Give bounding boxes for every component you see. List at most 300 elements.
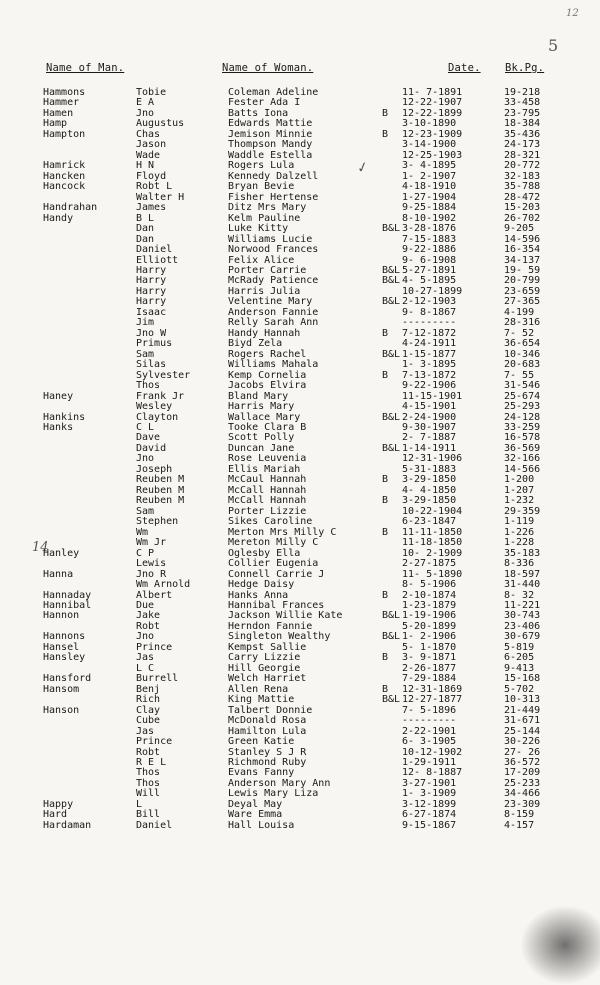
row-date: 8-10-1902	[402, 212, 457, 224]
row-woman-name: Coleman Adeline	[228, 87, 319, 98]
row-given-name: Sam	[136, 505, 155, 517]
row-record-type: B	[382, 589, 389, 601]
row-woman-name: Wallace Mary	[228, 411, 301, 423]
row-woman-name: Jemison Minnie	[228, 128, 313, 140]
row-surname: Hard	[43, 809, 68, 821]
row-woman-name: Welch Harriet	[228, 673, 307, 685]
row-woman-name: Edwards Mattie	[228, 118, 313, 130]
row-surname: Hancock	[43, 181, 86, 193]
row-woman-name: Anderson Fannie	[228, 306, 319, 318]
row-given-name: Jas	[136, 652, 155, 664]
row-surname: Hammer	[43, 97, 80, 109]
row-surname: Hansom	[43, 683, 80, 695]
row-record-type: B&L	[382, 296, 401, 308]
row-book-page: 10-346	[504, 348, 541, 360]
row-book-page: 34-137	[504, 254, 541, 266]
record-row	[0, 737, 600, 747]
row-woman-name: Sikes Caroline	[228, 516, 313, 528]
row-book-page: 31-546	[504, 380, 541, 392]
row-date: 9- 8-1867	[402, 306, 457, 318]
row-surname: Hansford	[43, 673, 92, 685]
row-given-name: H N	[136, 160, 155, 172]
row-woman-name: Rogers Lula	[228, 160, 295, 172]
row-date: 1- 2-1906	[402, 631, 457, 643]
row-book-page: 1-207	[504, 484, 535, 496]
row-woman-name: Kempst Sallie	[228, 641, 307, 653]
row-record-type: B	[382, 495, 389, 507]
row-given-name: Wm Jr	[136, 537, 167, 549]
row-woman-name: McCall Hannah	[228, 484, 307, 496]
row-woman-name: McCall Hannah	[228, 495, 307, 507]
row-date: 11-15-1901	[402, 390, 463, 402]
row-woman-name: Scott Polly	[228, 432, 295, 444]
row-date: 11- 5-1890	[402, 568, 463, 580]
row-book-page: 28-472	[504, 191, 541, 203]
header-woman: Name of Woman.	[222, 62, 314, 74]
row-record-type: B	[382, 369, 389, 381]
row-book-page: 19-218	[504, 87, 541, 98]
row-given-name: Jno	[136, 631, 155, 643]
row-book-page: 33-259	[504, 422, 541, 433]
row-given-name: Jno	[136, 453, 155, 465]
row-given-name: Dan	[136, 233, 155, 245]
row-woman-name: Thompson Mandy	[228, 139, 313, 151]
row-woman-name: Mereton Milly C	[228, 537, 319, 549]
row-date: 6-27-1874	[402, 809, 457, 821]
row-given-name: Prince	[136, 736, 173, 748]
row-date: ---------	[402, 715, 457, 727]
row-record-type: B	[382, 107, 389, 119]
row-woman-name: Singleton Wealthy	[228, 631, 331, 643]
row-woman-name: Rose Leuvenia	[228, 453, 307, 465]
row-given-name: Isaac	[136, 306, 167, 318]
row-date: 10-12-1902	[402, 746, 463, 758]
row-date: 4-18-1910	[402, 181, 457, 193]
row-given-name: Silas	[136, 359, 167, 371]
row-woman-name: Kennedy Dalzell	[228, 170, 319, 182]
row-book-page: 32-183	[504, 170, 541, 182]
row-book-page: 28-321	[504, 149, 541, 161]
row-woman-name: Bland Mary	[228, 390, 289, 402]
row-record-type: B&L	[382, 348, 401, 360]
row-date: 1- 3-1909	[402, 788, 457, 800]
row-book-page: 16-354	[504, 244, 541, 256]
row-book-page: 5-702	[504, 683, 535, 695]
row-book-page: 14-566	[504, 463, 541, 475]
row-given-name: Clay	[136, 704, 161, 716]
row-record-type: B&L	[382, 223, 401, 235]
row-given-name: Chas	[136, 128, 161, 140]
row-woman-name: Kemp Cornelia	[228, 369, 307, 381]
row-woman-name: Green Katie	[228, 736, 295, 748]
row-book-page: 7- 55	[504, 369, 535, 381]
row-record-type: B&L	[382, 694, 401, 706]
row-given-name: Augustus	[136, 118, 185, 130]
row-book-page: 20-683	[504, 359, 541, 371]
row-given-name: L C	[136, 662, 155, 674]
row-book-page: 36-569	[504, 442, 541, 454]
row-date: 8- 5-1906	[402, 579, 457, 591]
row-woman-name: Evans Fanny	[228, 767, 295, 779]
row-book-page: 32-166	[504, 453, 541, 465]
row-book-page: 10-313	[504, 694, 541, 706]
row-book-page: 23-406	[504, 620, 541, 632]
row-surname: Hannaday	[43, 589, 92, 601]
row-given-name: Jno	[136, 107, 155, 119]
record-row	[0, 580, 600, 590]
row-book-page: 27-365	[504, 296, 541, 308]
row-book-page: 9-205	[504, 223, 535, 235]
row-book-page: 14-596	[504, 233, 541, 245]
row-date: 1-15-1877	[402, 348, 457, 360]
row-date: 3-29-1850	[402, 495, 457, 507]
row-book-page: 28-316	[504, 317, 541, 329]
row-date: 7- 5-1896	[402, 704, 457, 716]
row-book-page: 8-336	[504, 558, 535, 570]
row-book-page: 11-221	[504, 599, 541, 611]
header-man: Name of Man.	[46, 62, 125, 74]
row-date: 12-22-1907	[402, 97, 463, 109]
row-book-page: 1-200	[504, 474, 535, 486]
row-given-name: Wm	[136, 526, 149, 538]
row-woman-name: Lewis Mary Liza	[228, 788, 319, 800]
row-woman-name: Hall Louisa	[228, 819, 295, 831]
row-book-page: 15-203	[504, 202, 541, 214]
row-woman-name: Norwood Frances	[228, 244, 319, 256]
row-given-name: Daniel	[136, 819, 173, 831]
row-date: 9-22-1906	[402, 380, 457, 392]
row-book-page: 1-228	[504, 537, 535, 549]
row-woman-name: Harris Julia	[228, 285, 301, 297]
row-surname: Hampton	[43, 128, 86, 140]
row-given-name: Robt	[136, 746, 161, 758]
row-woman-name: Batts Iona	[228, 107, 289, 119]
row-given-name: Harry	[136, 264, 167, 276]
row-book-page: 36-572	[504, 757, 541, 768]
row-given-name: Thos	[136, 380, 161, 392]
row-record-type: B&L	[382, 275, 401, 287]
row-woman-name: Fester Ada I	[228, 97, 301, 109]
row-given-name: Daniel	[136, 244, 173, 256]
row-book-page: 31-440	[504, 579, 541, 591]
row-woman-name: Anderson Mary Ann	[228, 777, 331, 789]
row-surname: Hammons	[43, 87, 86, 98]
row-woman-name: Richmond Ruby	[228, 757, 307, 768]
row-date: 9-15-1867	[402, 819, 457, 831]
record-row	[0, 224, 600, 234]
row-given-name: Dan	[136, 223, 155, 235]
row-date: 9-30-1907	[402, 422, 457, 433]
row-date: 12-25-1903	[402, 149, 463, 161]
row-date: 10- 2-1909	[402, 547, 463, 559]
row-given-name: Walter H	[136, 191, 185, 203]
row-given-name: Rich	[136, 694, 161, 706]
row-surname: Hansley	[43, 652, 86, 664]
row-book-page: 16-578	[504, 432, 541, 444]
row-date: 9-22-1886	[402, 244, 457, 256]
row-given-name: Sam	[136, 348, 155, 360]
header-bkpg: Bk.Pg.	[505, 62, 545, 74]
row-woman-name: Porter Carrie	[228, 264, 307, 276]
row-book-page: 33-458	[504, 97, 541, 109]
row-woman-name: Tooke Clara B	[228, 422, 307, 433]
row-date: 1-27-1904	[402, 191, 457, 203]
row-given-name: Harry	[136, 285, 167, 297]
row-record-type: B&L	[382, 610, 401, 622]
row-given-name: Cube	[136, 715, 161, 727]
row-given-name: Lewis	[136, 558, 167, 570]
row-surname: Hanks	[43, 422, 74, 433]
row-surname: Hamen	[43, 107, 74, 119]
row-book-page: 23-659	[504, 285, 541, 297]
row-book-page: 25-674	[504, 390, 541, 402]
row-woman-name: Jacobs Elvira	[228, 380, 307, 392]
row-date: 1-29-1911	[402, 757, 457, 768]
row-given-name: Wade	[136, 149, 161, 161]
row-given-name: Tobie	[136, 87, 167, 98]
row-given-name: Robt	[136, 620, 161, 632]
row-given-name: Reuben M	[136, 484, 185, 496]
row-date: 2-12-1903	[402, 296, 457, 308]
row-book-page: 35-788	[504, 181, 541, 193]
row-woman-name: Talbert Donnie	[228, 704, 313, 716]
row-given-name: L	[136, 798, 143, 810]
row-given-name: Sylvester	[136, 369, 191, 381]
row-book-page: 9-413	[504, 662, 535, 674]
row-woman-name: Allen Rena	[228, 683, 289, 695]
row-date: 5-20-1899	[402, 620, 457, 632]
row-date: 11-18-1850	[402, 537, 463, 549]
row-surname: Hamrick	[43, 160, 86, 172]
row-book-page: 23-309	[504, 798, 541, 810]
row-date: 2-22-1901	[402, 725, 457, 737]
row-date: 2- 7-1887	[402, 432, 457, 444]
row-woman-name: Porter Lizzie	[228, 505, 307, 517]
row-woman-name: Hill Georgie	[228, 662, 301, 674]
row-book-page: 8-159	[504, 809, 535, 821]
row-given-name: David	[136, 442, 167, 454]
row-book-page: 4-199	[504, 306, 535, 318]
row-woman-name: Bryan Bevie	[228, 181, 295, 193]
row-date: 5- 1-1870	[402, 641, 457, 653]
row-record-type: B	[382, 327, 389, 339]
row-book-page: 20-799	[504, 275, 541, 287]
row-woman-name: Waddle Estella	[228, 149, 313, 161]
row-woman-name: Hamilton Lula	[228, 725, 307, 737]
row-date: 3-14-1900	[402, 139, 457, 151]
row-given-name: Jason	[136, 139, 167, 151]
row-woman-name: Ware Emma	[228, 809, 283, 821]
row-date: 1- 3-1895	[402, 359, 457, 371]
row-given-name: Floyd	[136, 170, 167, 182]
row-woman-name: Williams Mahala	[228, 359, 319, 371]
row-given-name: Albert	[136, 589, 173, 601]
row-date: 6- 3-1905	[402, 736, 457, 748]
row-book-page: 24-128	[504, 411, 541, 423]
row-record-type: B	[382, 128, 389, 140]
row-date: 3- 4-1895	[402, 160, 457, 172]
row-book-page: 30-226	[504, 736, 541, 748]
row-book-page: 20-772	[504, 160, 541, 172]
row-surname: Hanley	[43, 547, 80, 559]
row-woman-name: Herndon Fannie	[228, 620, 313, 632]
row-surname: Hannon	[43, 610, 80, 622]
row-record-type: B	[382, 474, 389, 486]
row-woman-name: Biyd Zela	[228, 338, 283, 350]
row-given-name: Dave	[136, 432, 161, 444]
row-date: 1- 2-1907	[402, 170, 457, 182]
row-woman-name: Luke Kitty	[228, 223, 289, 235]
row-date: 9- 6-1908	[402, 254, 457, 266]
row-book-page: 26-702	[504, 212, 541, 224]
row-given-name: Jake	[136, 610, 161, 622]
row-woman-name: Carry Lizzie	[228, 652, 301, 664]
row-book-page: 19- 59	[504, 264, 541, 276]
row-date: 7-29-1884	[402, 673, 457, 685]
row-record-type: B	[382, 526, 389, 538]
row-given-name: Harry	[136, 296, 167, 308]
row-book-page: 35-183	[504, 547, 541, 559]
row-book-page: 36-654	[504, 338, 541, 350]
margin-mark: 5	[548, 36, 559, 55]
row-book-page: 31-671	[504, 715, 541, 727]
row-book-page: 17-209	[504, 767, 541, 779]
row-woman-name: Rogers Rachel	[228, 348, 307, 360]
row-woman-name: Connell Carrie J	[228, 568, 325, 580]
row-surname: Haney	[43, 390, 74, 402]
row-date: 10-27-1899	[402, 285, 463, 297]
row-book-page: 35-436	[504, 128, 541, 140]
row-date: 7-13-1872	[402, 369, 457, 381]
record-row	[0, 559, 600, 569]
row-date: 6-23-1847	[402, 516, 457, 528]
row-given-name: E A	[136, 97, 155, 109]
row-book-page: 7- 52	[504, 327, 535, 339]
row-date: 2-24-1900	[402, 411, 457, 423]
row-date: 5-27-1891	[402, 264, 457, 276]
row-given-name: Bill	[136, 809, 161, 821]
row-book-page: 8- 32	[504, 589, 535, 601]
row-date: 2-10-1874	[402, 589, 457, 601]
row-surname: Hankins	[43, 411, 86, 423]
margin-number: 14	[32, 540, 49, 555]
row-date: 3- 9-1871	[402, 652, 457, 664]
row-surname: Hancken	[43, 170, 86, 182]
row-woman-name: Jackson Willie Kate	[228, 610, 343, 622]
row-woman-name: Merton Mrs Milly C	[228, 526, 337, 538]
row-woman-name: King Mattie	[228, 694, 295, 706]
row-woman-name: Stanley S J R	[228, 746, 307, 758]
row-date: 3-28-1876	[402, 223, 457, 235]
row-book-page: 23-795	[504, 107, 541, 119]
row-woman-name: Handy Hannah	[228, 327, 301, 339]
row-woman-name: Hannibal Frances	[228, 599, 325, 611]
row-book-page: 25-233	[504, 777, 541, 789]
row-book-page: 30-679	[504, 631, 541, 643]
row-date: 7-12-1872	[402, 327, 457, 339]
row-date: 11- 7-1891	[402, 87, 463, 98]
row-woman-name: Ditz Mrs Mary	[228, 202, 307, 214]
row-given-name: Reuben M	[136, 474, 185, 486]
row-date: ---------	[402, 317, 457, 329]
row-woman-name: Hanks Anna	[228, 589, 289, 601]
row-book-page: 25-144	[504, 725, 541, 737]
row-date: 2-26-1877	[402, 662, 457, 674]
row-record-type: B	[382, 683, 389, 695]
row-given-name: R E L	[136, 757, 167, 768]
row-given-name: James	[136, 202, 167, 214]
row-book-page: 6-205	[504, 652, 535, 664]
row-given-name: C P	[136, 547, 155, 559]
row-given-name: Jno R	[136, 568, 167, 580]
row-given-name: Robt L	[136, 181, 173, 193]
row-woman-name: Oglesby Ella	[228, 547, 301, 559]
row-date: 12- 8-1887	[402, 767, 463, 779]
row-book-page: 30-743	[504, 610, 541, 622]
row-woman-name: Hedge Daisy	[228, 579, 295, 591]
row-given-name: Stephen	[136, 516, 179, 528]
row-given-name: Will	[136, 788, 161, 800]
row-given-name: Benj	[136, 683, 161, 695]
row-date: 3-27-1901	[402, 777, 457, 789]
row-given-name: Primus	[136, 338, 173, 350]
row-date: 4-24-1911	[402, 338, 457, 350]
row-woman-name: Deyal May	[228, 798, 283, 810]
row-surname: Happy	[43, 798, 74, 810]
row-woman-name: Duncan Jane	[228, 442, 295, 454]
row-record-type: B&L	[382, 264, 401, 276]
row-date: 1-19-1906	[402, 610, 457, 622]
row-book-page: 21-449	[504, 704, 541, 716]
row-given-name: Jas	[136, 725, 155, 737]
row-given-name: Frank Jr	[136, 390, 185, 402]
marriage-records-list	[0, 88, 600, 831]
row-date: 5-31-1883	[402, 463, 457, 475]
row-date: 3-12-1899	[402, 798, 457, 810]
row-date: 4- 4-1850	[402, 484, 457, 496]
row-date: 11-11-1850	[402, 526, 463, 538]
row-given-name: Thos	[136, 777, 161, 789]
row-book-page: 27- 26	[504, 746, 541, 758]
row-given-name: Prince	[136, 641, 173, 653]
row-book-page: 29-359	[504, 505, 541, 517]
row-surname: Hansel	[43, 641, 80, 653]
row-record-type: B&L	[382, 411, 401, 423]
row-record-type: B	[382, 652, 389, 664]
row-given-name: Reuben M	[136, 495, 185, 507]
row-date: 7-15-1883	[402, 233, 457, 245]
row-given-name: Joseph	[136, 463, 173, 475]
row-given-name: Thos	[136, 767, 161, 779]
record-row	[0, 402, 600, 412]
row-surname: Hamp	[43, 118, 68, 130]
row-date: 3-29-1850	[402, 474, 457, 486]
row-date: 12-23-1909	[402, 128, 463, 140]
row-surname: Hanson	[43, 704, 80, 716]
row-woman-name: McDonald Rosa	[228, 715, 307, 727]
row-book-page: 5-819	[504, 641, 535, 653]
row-woman-name: McCaul Hannah	[228, 474, 307, 486]
ink-stain	[520, 905, 600, 985]
record-row	[0, 821, 600, 831]
row-woman-name: Collier Eugenia	[228, 558, 319, 570]
row-woman-name: Williams Lucie	[228, 233, 313, 245]
row-surname: Hanna	[43, 568, 74, 580]
row-given-name: C L	[136, 422, 155, 433]
row-woman-name: McRady Patience	[228, 275, 319, 287]
row-woman-name: Kelm Pauline	[228, 212, 301, 224]
row-book-page: 1-232	[504, 495, 535, 507]
